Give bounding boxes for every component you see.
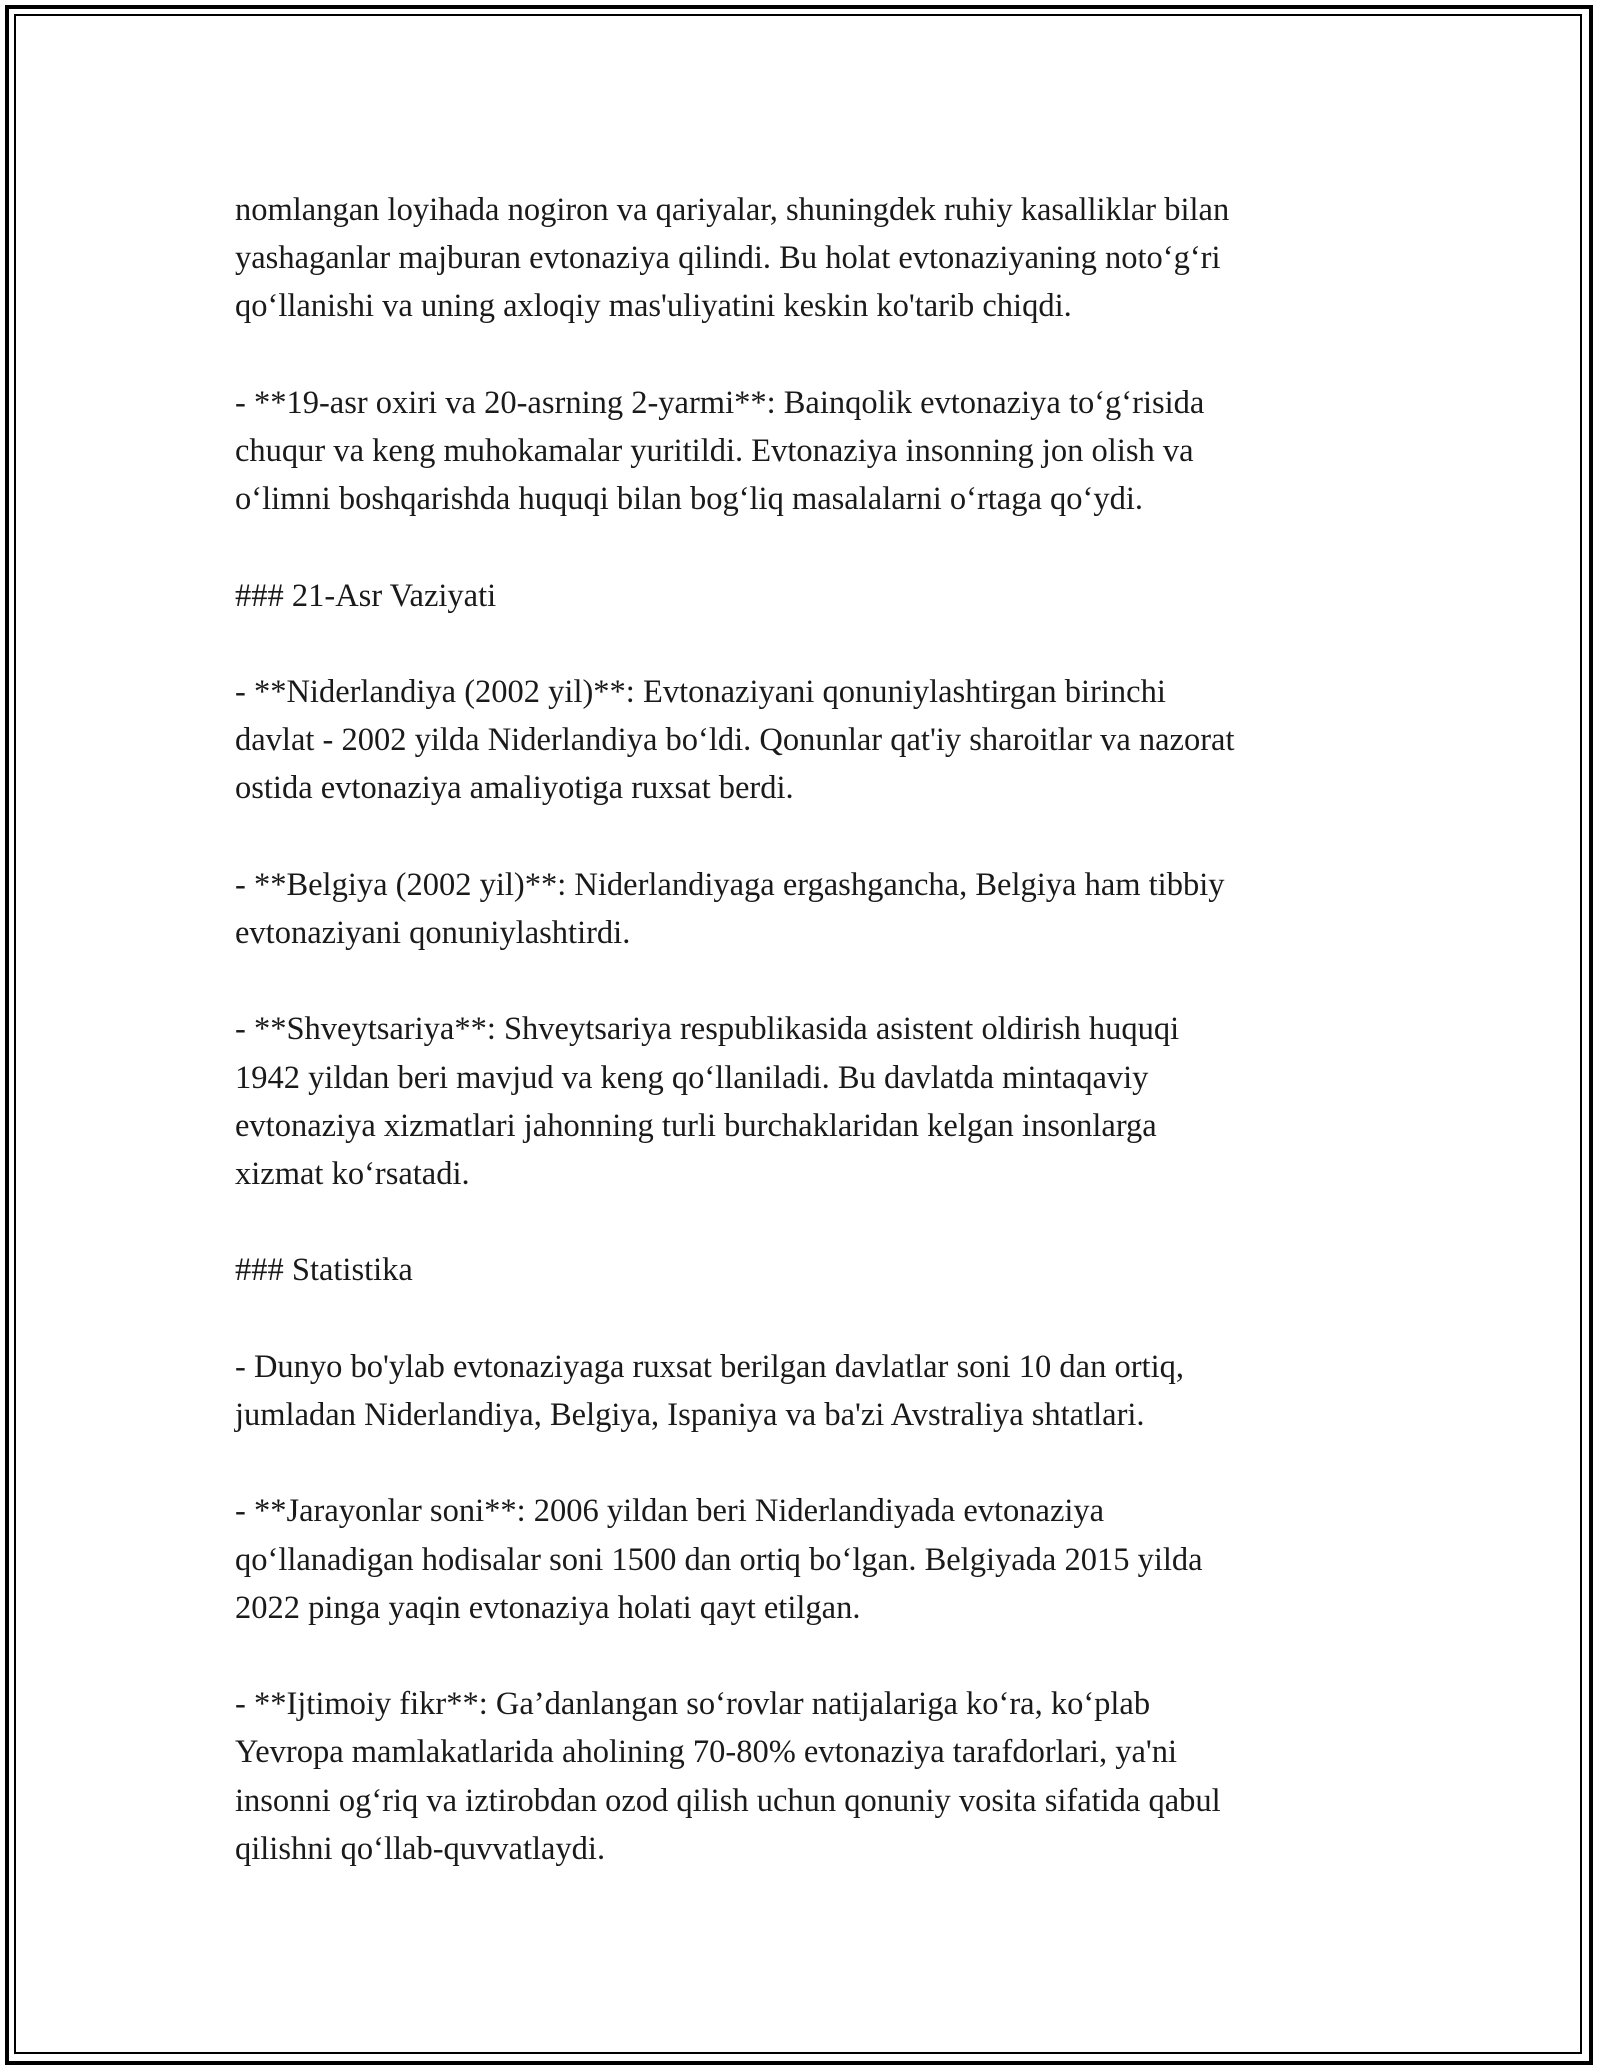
- list-item-belgium: - **Belgiya (2002 yil)**: Niderlandiyaga ergashgancha, Belgiya ham tibbiy evtonaziyani qonuniylashtirdi.: [235, 866, 1225, 951]
- list-item-19th-century: - **19-asr oxiri va 20-asrning 2-yarmi**: Bainqolik evtonaziya to‘g‘risida chuqur va keng muhokamalar yuritildi. Evtonaziya insonning jon olish va o‘limni boshqarishda huquqi bilan bog‘liq masalalarni o‘rtaga qo‘ydi.: [235, 384, 1205, 518]
- document-body: [235, 186, 1375, 1873]
- paragraph-continuation: nomlangan loyihada nogiron va qariyalar, shuningdek ruhiy kasalliklar bilan yashaganlar majburan evtonaziya qilindi. Bu holat evtonaziyaning noto‘g‘ri qo‘llanishi va uning axloqiy mas'uliyatini keskin ko'tarib chiqdi.: [235, 192, 1230, 325]
- list-item-netherlands: - **Niderlandiya (2002 yil)**: Evtonaziyani qonuniylashtirgan birinchi davlat - 2002 yilda Niderlandiya bo‘ldi. Qonunlar qat'iy sharoitlar va nazorat ostida evtonaziya amaliyotiga ruxsat berdi.: [235, 673, 1235, 807]
- list-item-procedures-count: - **Jarayonlar soni**: 2006 yildan beri Niderlandiyada evtonaziya qo‘llanadigan hodisalar soni 1500 dan ortiq bo‘lgan. Belgiyada 2015 yilda 2022 pinga yaqin evtonaziya holati qayt etilgan.: [235, 1493, 1203, 1626]
- section-heading-statistics: ### Statistika: [235, 1252, 413, 1289]
- list-item-switzerland: - **Shveytsariya**: Shveytsariya respublikasida asistent oldirish huquqi 1942 yildan beri mavjud va keng qo‘llaniladi. Bu davlatda mintaqaviy evtonaziya xizmatlari jahonning turli burchaklaridan kelgan insonlarga xizmat ko‘rsatadi.: [235, 1011, 1180, 1192]
- list-item-countries-count: - Dunyo bo'ylab evtonaziyaga ruxsat berilgan davlatlar soni 10 dan ortiq, jumladan Niderlandiya, Belgiya, Ispaniya va ba'zi Avstraliya shtatlari.: [235, 1348, 1184, 1433]
- list-item-public-opinion: - **Ijtimoiy fikr**: Ga’danlangan so‘rovlar natijalariga ko‘ra, ko‘plab Yevropa mamlakatlarida aholining 70-80% evtonaziya tarafdorlari, ya'ni insonni og‘riq va iztirobdan ozod qilish uchun qonuniy vosita sifatida qabul qilishni qo‘llab-quvvatlaydi.: [235, 1686, 1221, 1867]
- section-heading-21st-century: ### 21-Asr Vaziyati: [235, 577, 497, 614]
